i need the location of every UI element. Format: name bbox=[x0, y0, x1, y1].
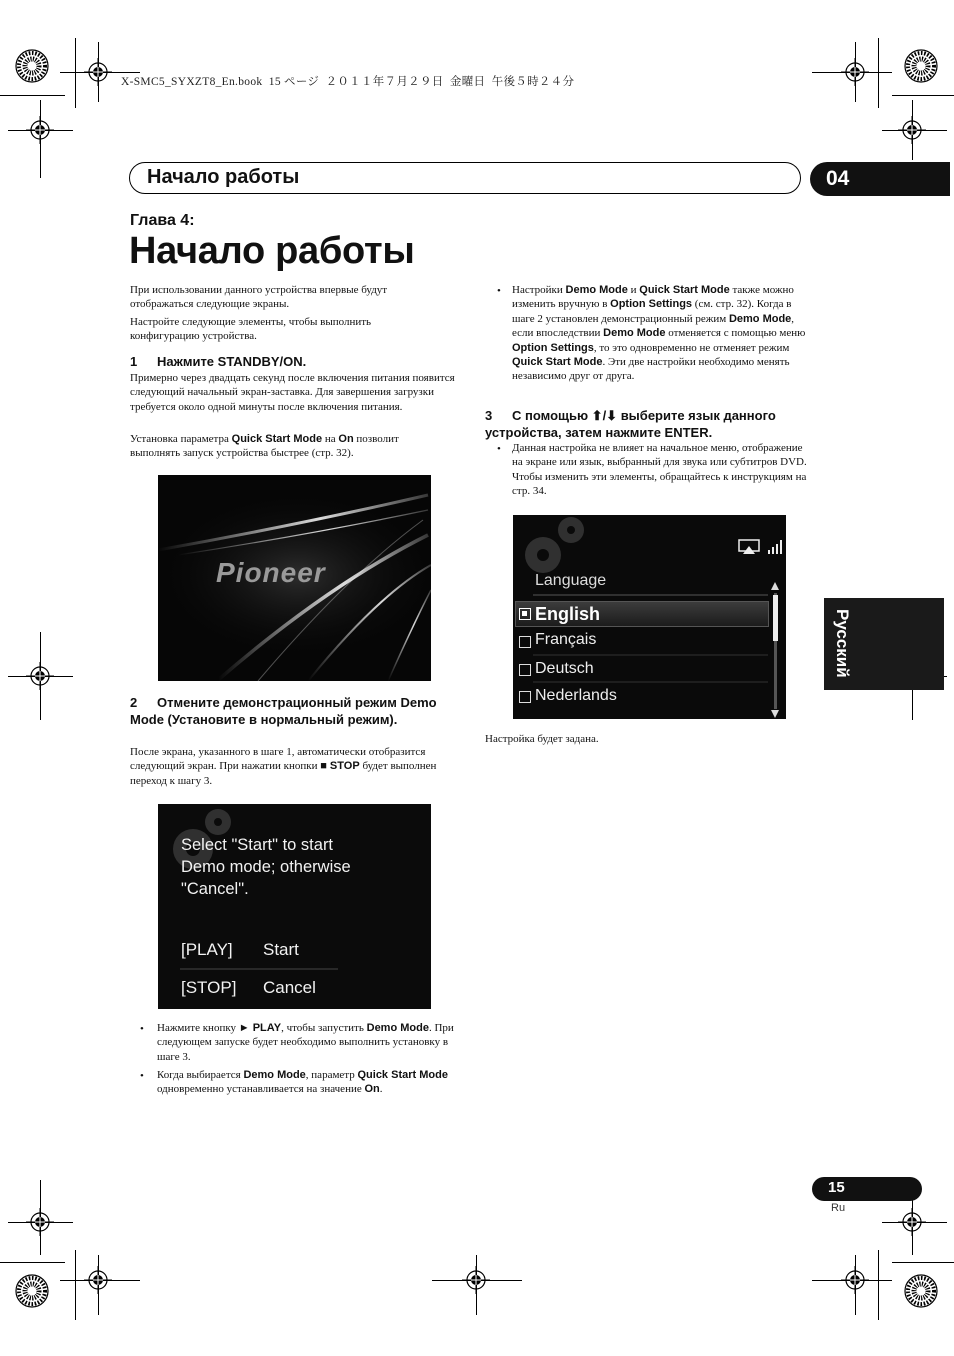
intro-paragraph-2: Настройте следующие элементы, чтобы выполнить конфигурацию устройства. bbox=[130, 316, 372, 343]
signal-strength-icon bbox=[767, 537, 785, 555]
page-language: Ru bbox=[831, 1202, 846, 1214]
scroll-up-arrow-icon[interactable] bbox=[771, 582, 779, 590]
step3-title: С помощью ⬆/⬇ выберите язык данного устройства, затем нажмите ENTER. bbox=[485, 408, 776, 440]
scroll-down-arrow-icon[interactable] bbox=[771, 710, 779, 718]
splash-screen-image bbox=[158, 475, 431, 681]
demo-bullet-1: Нажмите кнопку ► PLAY, чтобы запустить Demo Mode. При следующем запуске будет необходимо выполнить установку в шаге 3. bbox=[157, 1022, 454, 1063]
cancel-option[interactable]: Cancel bbox=[263, 978, 316, 997]
checkbox-checked-icon bbox=[519, 608, 531, 620]
chapter-title: Начало работы bbox=[129, 230, 415, 272]
result-note: Настройка будет задана. bbox=[485, 733, 599, 745]
stop-key-label: [STOP] bbox=[181, 978, 237, 997]
language-screen bbox=[513, 515, 786, 719]
settings-bullet: Настройки Demo Mode и Quick Start Mode также можно изменить вручную в Option Settings (см. стр. 32). Когда в шаге 2 установлен демонстрационный режим Demo Mode, если впоследствии Demo Mode отменяется с помощью меню Option Settings, то это одновременно не отменяет режим Quick Start Mode. Эти две настройки необходимо менять независимо друг от друга. bbox=[512, 284, 806, 383]
step1-note: Установка параметра Quick Start Mode на On позволит выполнять запуск устройства быстрее (стр. 32). bbox=[130, 433, 399, 460]
section-title: Начало работы bbox=[147, 166, 300, 188]
language-heading: Language bbox=[535, 572, 607, 589]
step2-title: Отмените демонстрационный режим Demo Mode (Установите в нормальный режим). bbox=[130, 695, 437, 727]
language-option-francais[interactable]: Français bbox=[535, 631, 597, 648]
chapter-label: Глава 4: bbox=[130, 212, 195, 229]
language-side-tab-label: Русский bbox=[833, 608, 852, 678]
step2-number: 2 bbox=[130, 695, 138, 710]
step3-number: 3 bbox=[485, 408, 493, 423]
bullet-dot: • bbox=[497, 285, 501, 297]
start-option[interactable]: Start bbox=[263, 940, 299, 959]
pioneer-logo: Pioneer bbox=[216, 557, 326, 588]
language-option-english[interactable]: English bbox=[535, 604, 601, 624]
intro-paragraph-1: При использовании данного устройства впервые будут отображаться следующие экраны. bbox=[130, 284, 388, 311]
scrollbar-thumb[interactable] bbox=[773, 595, 778, 641]
page-number: 15 bbox=[828, 1179, 845, 1196]
language-option-nederlands[interactable]: Nederlands bbox=[535, 687, 617, 704]
bullet-dot: • bbox=[497, 443, 501, 455]
step1-number: 1 bbox=[130, 354, 138, 369]
demo-mode-screen bbox=[158, 804, 431, 1009]
play-key-label: [PLAY] bbox=[181, 940, 233, 959]
bullet-dot: • bbox=[140, 1023, 144, 1035]
chapter-number-tab: 04 bbox=[810, 162, 950, 196]
demo-message: Select "Start" to start Demo mode; otherwise "Cancel". bbox=[181, 836, 351, 898]
step2-body: После экрана, указанного в шаге 1, автоматически отобразится следующий экран. При нажатии кнопки ■ STOP будет выполнен переход к шагу 3. bbox=[130, 746, 437, 787]
print-header: X-SMC5_SYXZT8_En.book 15 ページ ２０１１年７月２９日 金曜日 午後５時２４分 bbox=[121, 76, 575, 88]
bullet-dot: • bbox=[140, 1070, 144, 1082]
checkbox-icon bbox=[519, 691, 531, 703]
language-option-deutsch[interactable]: Deutsch bbox=[535, 660, 594, 677]
step1-body: Примерно через двадцать секунд после включения питания появится следующий начальный экран-заставка. Для завершения загрузки требуется около одной минуты после включения питания. bbox=[130, 372, 455, 413]
step3-bullet: Данная настройка не влияет на начальное меню, отображение на экране или язык, выбранный для звука или субтитров DVD. Чтобы изменить эти элементы, обращайтесь к инструкциям на стр. 34. bbox=[512, 442, 807, 498]
checkbox-icon bbox=[519, 636, 531, 648]
step1-title: Нажмите STANDBY/ON. bbox=[157, 354, 307, 369]
checkbox-icon bbox=[519, 664, 531, 676]
demo-bullet-2: Когда выбирается Demo Mode, параметр Quick Start Mode одновременно устанавливается на значение On. bbox=[157, 1069, 448, 1096]
airplay-icon bbox=[738, 539, 760, 555]
